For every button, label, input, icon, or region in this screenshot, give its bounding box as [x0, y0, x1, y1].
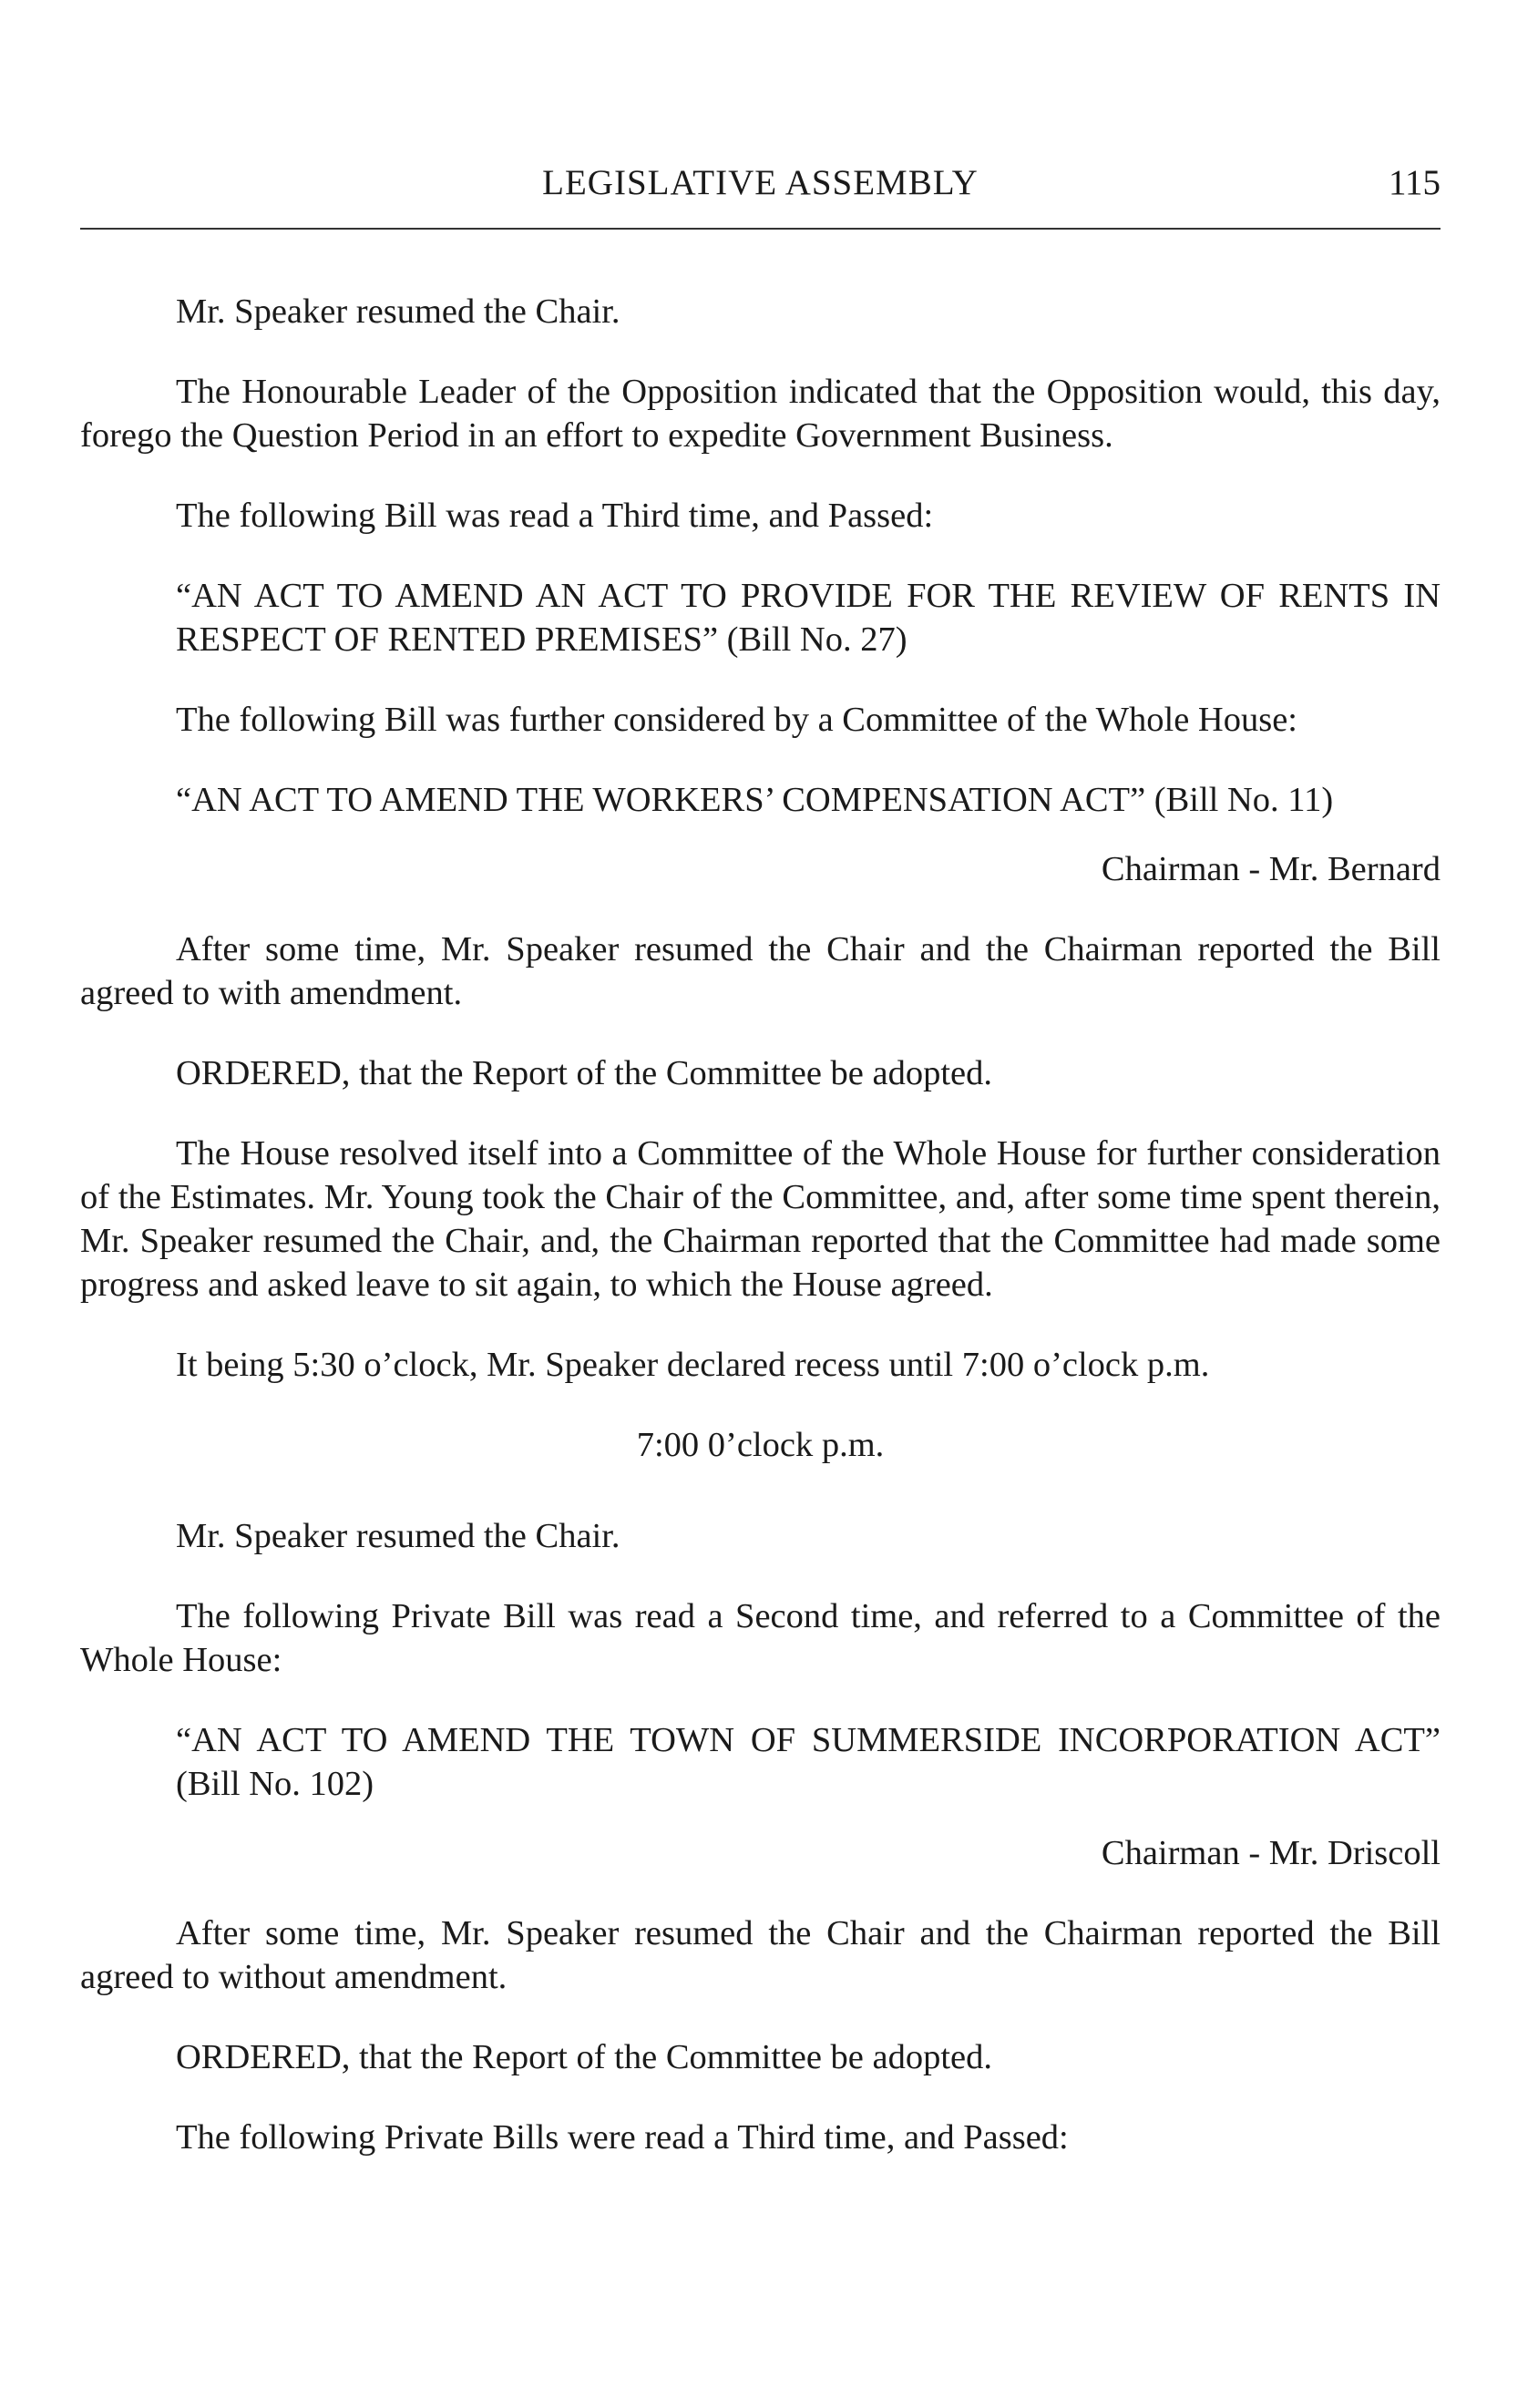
- paragraph-private-bill-second-reading: The following Private Bill was read a Second time, and referred to a Committee of the Whole House:: [80, 1597, 1441, 1679]
- paragraph-speaker-resumed: Mr. Speaker resumed the Chair.: [176, 292, 620, 331]
- time-heading: 7:00 0’clock p.m.: [636, 1426, 885, 1464]
- chairman-bernard: Chairman - Mr. Bernard: [1101, 850, 1441, 888]
- paragraph-speaker-resumed-evening: Mr. Speaker resumed the Chair.: [176, 1517, 620, 1555]
- paragraph-third-reading: The following Bill was read a Third time, and Passed:: [176, 497, 934, 535]
- paragraph-private-bills-third-reading: The following Private Bills were read a Third time, and Passed:: [176, 2118, 1069, 2157]
- running-head-title: LEGISLATIVE ASSEMBLY: [542, 163, 979, 202]
- paragraph-recess: It being 5:30 o’clock, Mr. Speaker declared recess until 7:00 o’clock p.m.: [176, 1346, 1210, 1384]
- paragraph-estimates-committee: The House resolved itself into a Committee of the Whole House for further consideration of the Estimates. Mr. Young took the Chair of the Committee, and, after some time spent therein, Mr. Speaker resumed the Chair, and, the Chairman reported that the Committee had made some progress and asked leave to sit again, to which the House agreed.: [80, 1134, 1441, 1304]
- page-header: [80, 162, 1441, 217]
- page-number: 115: [1388, 163, 1441, 202]
- header-rule: [80, 228, 1441, 230]
- paragraph-opposition-question-period: The Honourable Leader of the Opposition indicated that the Opposition would, this day, forego the Question Period in an effort to expedite Government Business.: [80, 373, 1441, 455]
- paragraph-reported-with-amendment: After some time, Mr. Speaker resumed the Chair and the Chairman reported the Bill agreed to with amendment.: [80, 930, 1441, 1012]
- chairman-driscoll: Chairman - Mr. Driscoll: [1101, 1834, 1441, 1872]
- bill-title-27: “AN ACT TO AMEND AN ACT TO PROVIDE FOR THE REVIEW OF RENTS IN RESPECT OF RENTED PREMISES” (Bill No. 27): [176, 577, 1441, 659]
- bill-title-102: “AN ACT TO AMEND THE TOWN OF SUMMERSIDE INCORPORATION ACT” (Bill No. 102): [176, 1721, 1441, 1803]
- paragraph-committee-consideration: The following Bill was further considered by a Committee of the Whole House:: [176, 701, 1298, 739]
- bill-title-11: “AN ACT TO AMEND THE WORKERS’ COMPENSATION ACT” (Bill No. 11): [176, 781, 1334, 819]
- paragraph-reported-without-amendment: After some time, Mr. Speaker resumed the Chair and the Chairman reported the Bill agreed to without amendment.: [80, 1914, 1441, 1996]
- paragraph-ordered-adopted-2: ORDERED, that the Report of the Committee be adopted.: [176, 2038, 993, 2076]
- journal-body: [80, 290, 1441, 2196]
- paragraph-ordered-adopted: ORDERED, that the Report of the Committee be adopted.: [176, 1054, 993, 1092]
